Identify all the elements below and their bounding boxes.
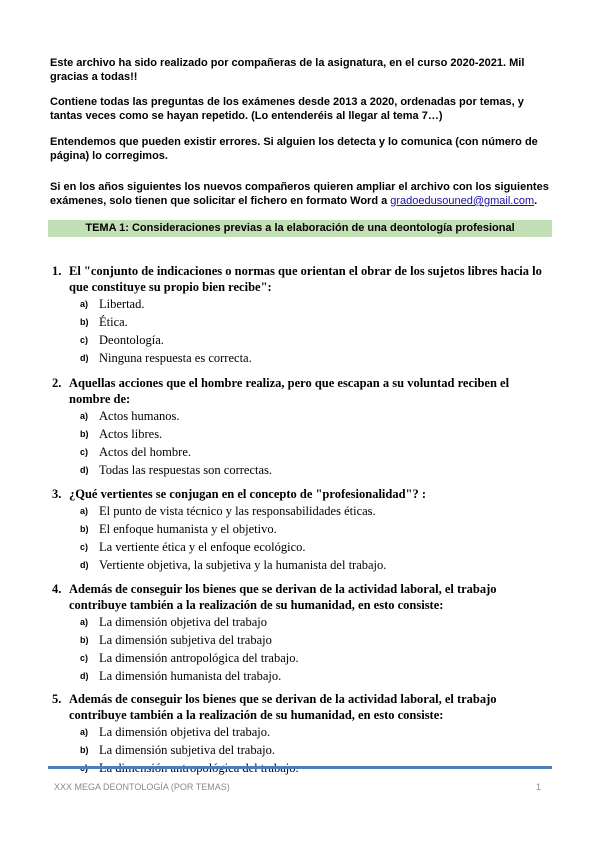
question (52, 581, 552, 685)
option-letter: a) (80, 299, 89, 309)
option-letter: b) (80, 635, 89, 645)
option-letter: c) (80, 653, 89, 663)
option-text: Ninguna respuesta es correcta. (99, 351, 252, 365)
option-text: Libertad. (99, 297, 145, 311)
question-stem: El "conjunto de indicaciones o normas que orientan el obrar de los sujetos libres hacia lo que constituye su propio bien recibe": (69, 264, 542, 294)
footer-divider (48, 766, 552, 769)
question-number: 1. (52, 264, 62, 278)
footer-title: XXX MEGA DEONTOLOGÍA (POR TEMAS) (54, 782, 230, 792)
option-letter: a) (80, 617, 89, 627)
email-link[interactable]: gradoedusouned@gmail.com (390, 195, 535, 207)
option-letter: a) (80, 727, 89, 737)
intro-paragraph-1: Este archivo ha sido realizado por compañeras de la asignatura, en el curso 2020-2021. Mil gracias a todas!! (50, 57, 525, 83)
question-stem: Aquellas acciones que el hombre realiza, pero que escapan a su voluntad reciben el nombre de: (69, 376, 510, 406)
question (52, 263, 552, 367)
answer-option (52, 313, 552, 331)
option-text: La dimensión subjetiva del trabajo. (99, 743, 275, 757)
option-letter: c) (80, 447, 89, 457)
option-text: Actos del hombre. (99, 445, 191, 459)
answer-option (52, 502, 552, 520)
intro-paragraph-4 (50, 180, 556, 208)
answer-option (52, 613, 552, 631)
option-text: Vertiente objetiva, la subjetiva y la humanista del trabajo. (99, 558, 387, 572)
option-letter: b) (80, 429, 89, 439)
option-text: La dimensión antropológica del trabajo. (99, 651, 299, 665)
question-number: 2. (52, 376, 62, 390)
option-letter: d) (80, 671, 89, 681)
question (52, 486, 552, 574)
answer-option (52, 538, 552, 556)
option-letter: b) (80, 745, 89, 755)
option-letter: d) (80, 560, 89, 570)
option-text: Actos libres. (99, 427, 163, 441)
page-number: 1 (536, 782, 542, 792)
option-text: La dimensión objetiva del trabajo (99, 615, 268, 629)
question-number: 4. (52, 582, 62, 596)
answer-option (52, 425, 552, 443)
answer-option (52, 631, 552, 649)
option-text: Todas las respuestas son correctas. (99, 463, 273, 477)
option-text: Deontología. (99, 333, 164, 347)
option-text: El enfoque humanista y el objetivo. (99, 522, 277, 536)
intro-paragraph-2: Contiene todas las preguntas de los exámenes desde 2013 a 2020, ordenadas por temas, y tantas veces como se hayan repetido. (Lo entenderéis al llegar al tema 7…) (50, 96, 524, 122)
tema-heading: TEMA 1: Consideraciones previas a la elaboración de una deontología profesional (48, 220, 552, 237)
question-stem: Además de conseguir los bienes que se derivan de la actividad laboral, el trabajo contribuye también a la realización de su humanidad, en esto consiste: (69, 692, 497, 722)
option-letter: c) (80, 335, 89, 345)
answer-option (52, 331, 552, 349)
option-letter: a) (80, 506, 89, 516)
answer-option (52, 443, 552, 461)
question-number: 3. (52, 487, 62, 501)
option-letter: d) (80, 353, 89, 363)
option-letter: b) (80, 317, 89, 327)
question-number: 5. (52, 692, 62, 706)
answer-option (52, 723, 552, 741)
option-letter: b) (80, 524, 89, 534)
option-text: Ética. (99, 315, 128, 329)
question-stem: Además de conseguir los bienes que se derivan de la actividad laboral, el trabajo contribuye también a la realización de su humanidad, en esto consiste: (69, 582, 497, 612)
intro-paragraph-3: Entendemos que pueden existir errores. Si alguien los detecta y lo comunica (con número de página) lo corregimos. (50, 136, 538, 162)
answer-option (52, 461, 552, 479)
answer-option (52, 295, 552, 313)
question (52, 375, 552, 479)
option-letter: a) (80, 411, 89, 421)
answer-option (52, 667, 552, 685)
option-text: La dimensión subjetiva del trabajo (99, 633, 272, 647)
option-text: La dimensión humanista del trabajo. (99, 669, 282, 683)
option-letter: c) (80, 542, 89, 552)
intro-paragraph-4-text: Si en los años siguientes los nuevos compañeros quieren ampliar el archivo con los siguientes exámenes, solo tienen que solicitar el fichero en formato Word a (50, 181, 549, 207)
option-text: Actos humanos. (99, 409, 180, 423)
option-text: La dimensión objetiva del trabajo. (99, 725, 271, 739)
answer-option (52, 520, 552, 538)
answer-option (52, 741, 552, 759)
intro-paragraph-4-end: . (534, 195, 538, 207)
answer-option (52, 556, 552, 574)
option-letter: d) (80, 465, 89, 475)
option-text: La vertiente ética y el enfoque ecológico. (99, 540, 306, 554)
question (52, 691, 552, 777)
option-text: El punto de vista técnico y las responsabilidades éticas. (99, 504, 376, 518)
answer-option (52, 407, 552, 425)
answer-option (52, 649, 552, 667)
question-stem: ¿Qué vertientes se conjugan en el concepto de "profesionalidad"? : (69, 487, 427, 501)
answer-option (52, 349, 552, 367)
